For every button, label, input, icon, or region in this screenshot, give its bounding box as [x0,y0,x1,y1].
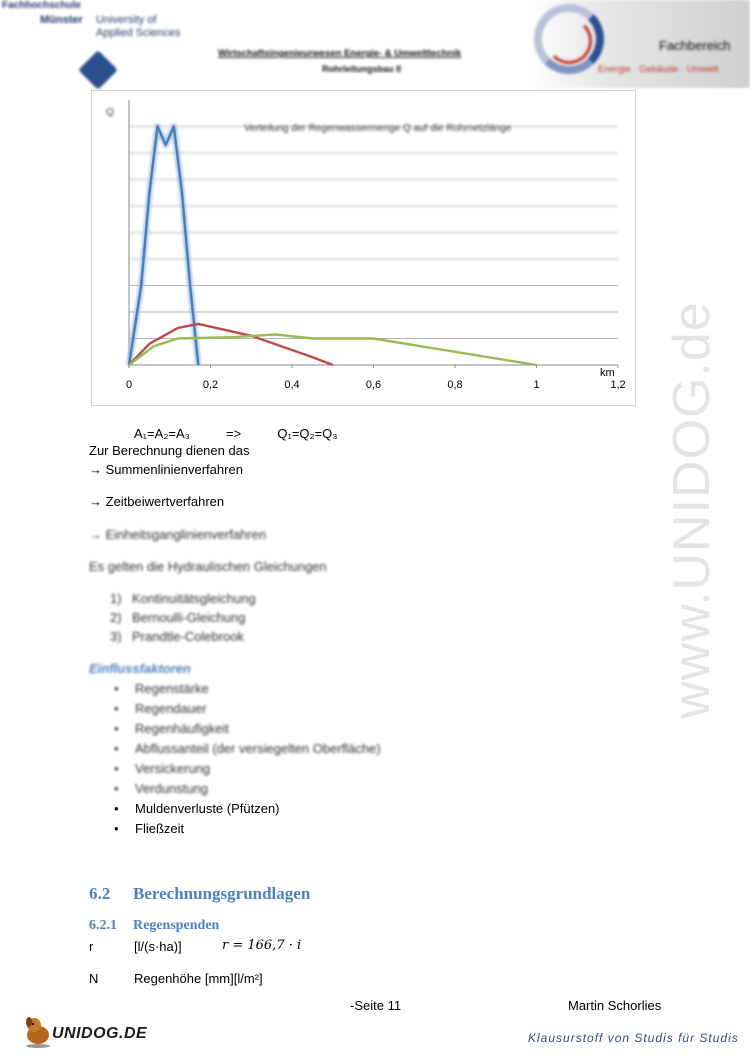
list-number: 2) [110,610,122,625]
factor-label: Muldenverluste (Pfützen) [135,801,280,816]
factor-item [114,740,381,757]
subject-title: Rohrleitungsbau II [322,64,402,74]
hydraulic-eq-3 [110,628,244,645]
method-1 [89,461,243,478]
arrow-right-icon: → [89,462,102,477]
bullet-icon: • [114,681,119,696]
factor-item [114,680,209,697]
bullet-icon: • [114,761,119,776]
arrow-right-icon: → [89,494,102,509]
bullet-icon: • [114,821,119,836]
course-title: Wirtschaftsingenieurwesen Energie- & Umwelttechnik [218,48,462,59]
chart-y-label: Q [106,107,114,118]
factor-item [114,800,280,817]
bullet-icon: • [114,721,119,736]
factor-item [114,700,207,717]
factor-item [114,780,208,797]
faculty-name: Fachbereich [659,38,731,53]
section-number: 6.2 [89,884,111,903]
factor-label: Regenstärke [135,681,209,696]
factor-label: Abflussanteil (der versiegelten Oberfläche) [135,741,381,756]
subsection-heading [89,918,219,934]
series-line-3 [129,335,537,366]
subsection-number: 6.2.1 [89,918,117,933]
arrow-right-icon: → [89,527,102,542]
x-tick-label: 0,4 [284,379,300,391]
factor-label: Fließzeit [135,821,185,836]
list-number: 3) [110,629,122,644]
bullet-icon: • [114,801,119,816]
hydraulic-eq-3-label: Prandtle-Colebrook [132,629,245,644]
method-1-label: Summenlinienverfahren [105,462,243,477]
factor-label: Versickerung [135,761,211,776]
bullet-icon: • [114,741,119,756]
page-number: -Seite 11 [350,998,402,1013]
watermark [640,280,750,740]
hydraulic-eq-1-label: Kontinuitätsgleichung [132,591,256,606]
faculty-subtitle: Energie · Gebäude · Umwelt [598,64,719,75]
r-symbol: r [89,939,94,954]
equation-text: A₁=A₂=A₃ => Q₁=Q₂=Q₃ [134,426,338,441]
factor-label: Verdunstung [135,781,209,796]
section-title: Berechnungsgrundlagen [133,884,311,903]
rainwater-distribution-chart [91,90,636,406]
university-line-1: University of [96,14,157,26]
x-tick-label: 0,2 [202,379,219,391]
n-symbol: N [89,971,99,986]
bullet-icon: • [114,781,119,796]
chart-title: Verteilung der Regenwassermenge Q auf die Rohrnetzlänge [244,123,512,134]
factor-item [114,760,210,777]
logo-text: UNIDOG.DE [52,1025,148,1042]
series-line-1-halo [129,127,198,366]
list-number: 1) [110,591,122,606]
hydraulic-eq-2 [110,609,245,626]
method-2 [89,493,224,510]
author-name: Martin Schorlies [568,998,662,1013]
section-heading [89,884,310,904]
factor-item [114,720,229,737]
calc-intro: Zur Berechnung dienen das [89,443,250,458]
x-tick-label: 1 [533,379,540,391]
school-city: Münster [40,14,83,26]
method-3-label: Einheitsganglinienverfahren [105,527,267,542]
hydraulic-intro: Es gelten die Hydraulischen Gleichungen [89,559,327,574]
watermark-text: www.UNIDOG.de [663,301,721,719]
r-formula: r = 166,7 · i [222,938,302,953]
n-description: Regenhöhe [mm][l/m²] [134,971,263,986]
r-unit: [l/(s·ha)] [134,939,182,954]
factor-item [114,820,184,837]
bullet-icon: • [114,701,119,716]
factors-heading: Einflussfaktoren [89,661,191,676]
hydraulic-eq-1 [110,590,256,607]
hydraulic-eq-2-label: Bernoulli-Gleichung [132,610,246,625]
slogan: Klausurstoff von Studis für Studis [528,1031,739,1045]
x-tick-label: 0,8 [447,379,463,391]
school-name: Fachhochschule [2,0,81,11]
factor-label: Regendauer [135,701,207,716]
x-tick-label: 0,6 [365,379,382,391]
factor-label: Regenhäufigkeit [135,721,229,736]
faculty-arc-icon [546,18,592,64]
x-tick-label: 0 [125,379,133,391]
method-2-label: Zeitbeiwertverfahren [105,494,225,509]
university-line-2: Applied Sciences [96,27,181,39]
x-tick-label: 1,2 [610,379,626,391]
area-flow-equation [134,425,338,442]
subsection-title: Regenspenden [133,918,220,933]
method-3 [89,526,266,543]
chart-x-label: km [600,367,615,379]
